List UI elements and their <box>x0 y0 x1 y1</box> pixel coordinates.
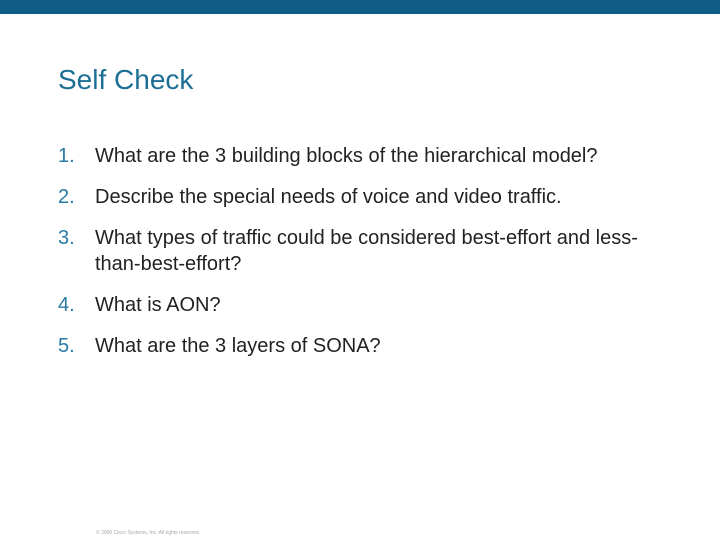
slide-title: Self Check <box>58 64 194 95</box>
question-number: 3. <box>58 227 75 249</box>
question-item <box>58 143 678 169</box>
question-number: 1. <box>58 145 75 167</box>
question-text: What is AON? <box>95 294 221 316</box>
question-item <box>58 292 678 318</box>
question-text: What types of traffic could be considered best-effort and less-than-best-effort? <box>95 227 638 275</box>
question-number: 2. <box>58 186 75 208</box>
question-number: 5. <box>58 335 75 357</box>
question-item <box>58 225 678 277</box>
question-item <box>58 184 678 210</box>
question-text: Describe the special needs of voice and video traffic. <box>95 186 562 208</box>
question-number: 4. <box>58 294 75 316</box>
question-text: What are the 3 layers of SONA? <box>95 335 381 357</box>
top-banner-bar <box>0 0 720 14</box>
question-text: What are the 3 building blocks of the hierarchical model? <box>95 145 598 167</box>
copyright-footer: © 2006 Cisco Systems, Inc. All rights reserved. <box>96 530 201 536</box>
question-item <box>58 333 678 359</box>
question-list <box>58 143 678 359</box>
